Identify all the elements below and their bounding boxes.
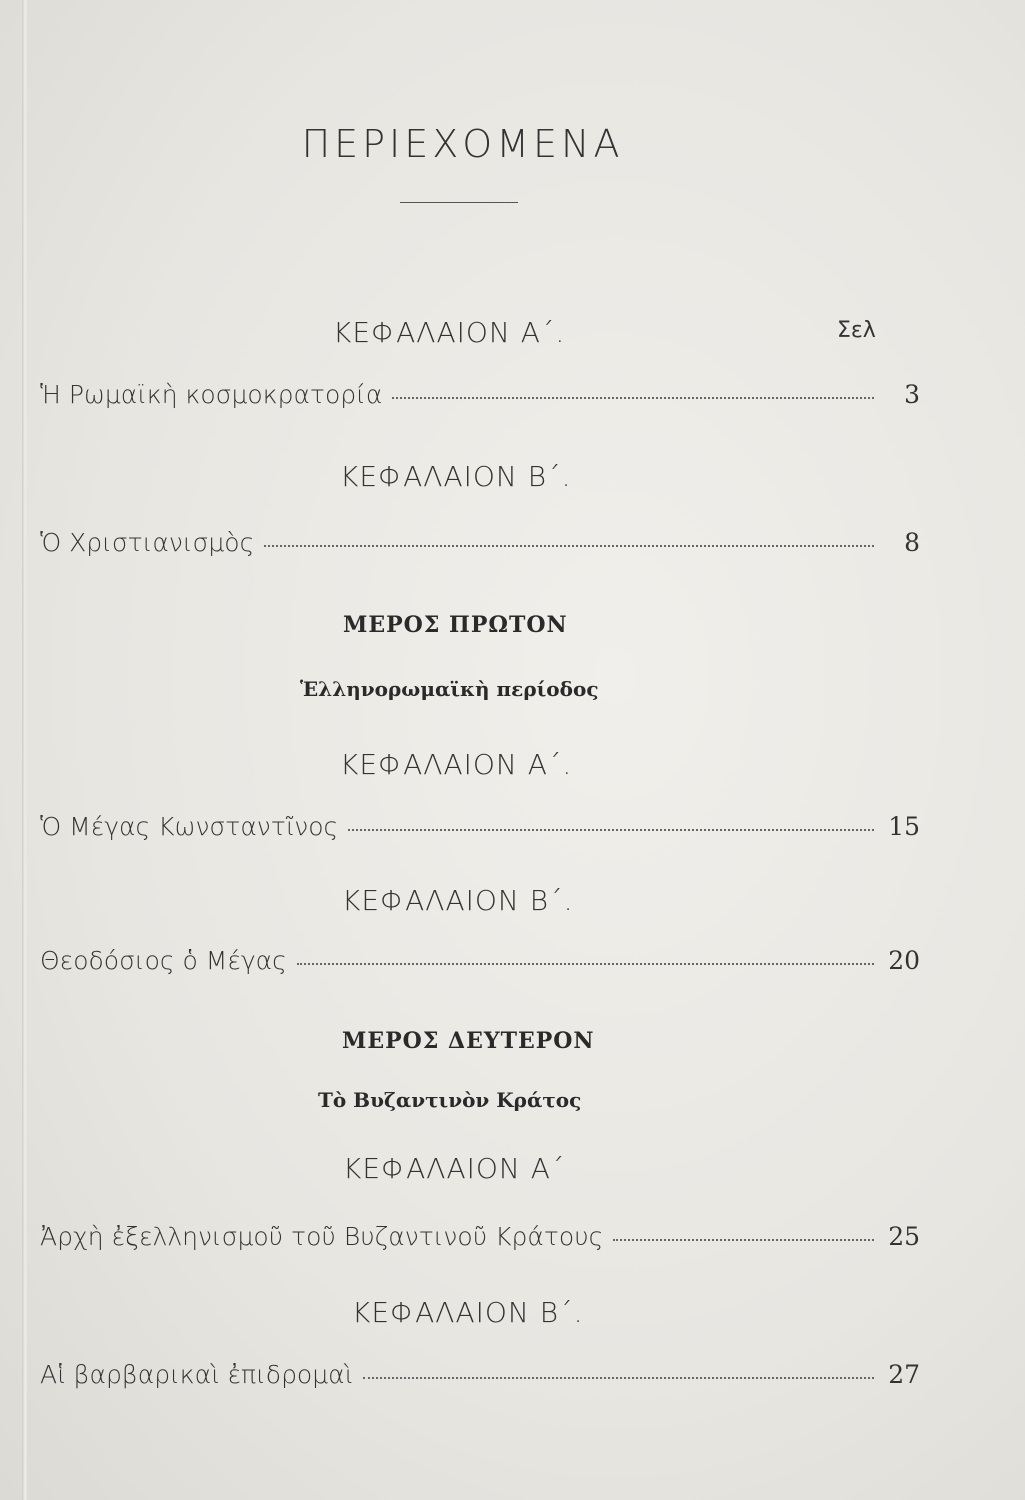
toc-entry-page: 27 xyxy=(888,1360,920,1389)
toc-entry[interactable] xyxy=(40,946,920,986)
toc-entry[interactable] xyxy=(40,812,920,852)
leader-dots xyxy=(297,963,874,965)
part2-chapter-b-heading: ΚΕΦΑΛΑΙΟΝ Β΄. xyxy=(352,1296,584,1329)
toc-entry[interactable] xyxy=(40,528,920,568)
page-column-label: Σελ xyxy=(837,318,876,343)
part1-chapter-a-heading: ΚΕΦΑΛΑΙΟΝ Α΄. xyxy=(340,748,573,781)
toc-entry-page: 15 xyxy=(888,812,920,841)
toc-entry[interactable] xyxy=(40,1222,920,1262)
intro-chapter-b-heading: ΚΕΦΑΛΑΙΟΝ Β΄. xyxy=(340,460,572,493)
toc-entry-page: 3 xyxy=(904,380,920,409)
part1-chapter-b-heading: ΚΕΦΑΛΑΙΟΝ Β΄. xyxy=(342,884,574,917)
part2-subtitle: Τὸ Βυζαντινὸν Κράτος xyxy=(318,1088,582,1112)
toc-entry-title: Θεοδόσιος ὁ Μέγας xyxy=(40,946,287,975)
toc-entry-title: Αἱ βαρβαρικαὶ ἐπιδρομαὶ xyxy=(40,1360,354,1389)
leader-dots xyxy=(613,1239,874,1241)
part1-subtitle: Ἑλληνορωμαϊκὴ περίοδος xyxy=(300,677,599,701)
binding-fold xyxy=(22,0,27,1500)
leader-dots xyxy=(363,1377,874,1379)
part2-heading: ΜΕΡΟΣ ΔΕΥΤΕΡΟΝ xyxy=(342,1028,595,1054)
toc-entry-title: Ἡ Ρωμαϊκὴ κοσμοκρατορία xyxy=(40,380,383,409)
toc-entry[interactable] xyxy=(40,1360,920,1400)
toc-entry[interactable] xyxy=(40,380,920,420)
leader-dots xyxy=(392,397,874,399)
page-title: ΠΕΡΙΕΧΟΜΕΝΑ xyxy=(301,122,624,166)
toc-entry-title: Ὁ Χριστιανισμὸς xyxy=(40,528,255,557)
leader-dots xyxy=(264,545,874,547)
toc-entry-page: 20 xyxy=(888,946,920,975)
leader-dots xyxy=(348,829,874,831)
toc-entry-page: 25 xyxy=(888,1222,920,1251)
toc-entry-title: Ἀρχὴ ἐξελληνισμοῦ τοῦ Βυζαντινοῦ Κράτους xyxy=(40,1222,604,1251)
toc-entry-page: 8 xyxy=(904,528,920,557)
part1-heading: ΜΕΡΟΣ ΠΡΩΤΟΝ xyxy=(343,612,568,638)
title-divider xyxy=(400,202,518,203)
toc-entry-title: Ὁ Μέγας Κωνσταντῖνος xyxy=(40,812,339,841)
part2-chapter-a-heading: ΚΕΦΑΛΑΙΟΝ Α΄ xyxy=(343,1152,566,1185)
intro-chapter-a-heading: ΚΕΦΑΛΑΙΟΝ Α΄. xyxy=(333,316,566,349)
